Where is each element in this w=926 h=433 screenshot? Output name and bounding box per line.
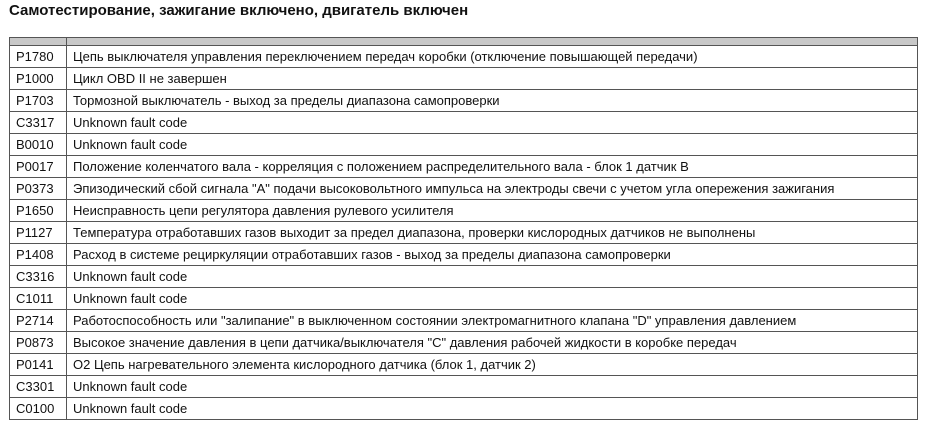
fault-code-cell: P0017 [10,156,67,178]
fault-description-cell: Работоспособность или "залипание" в выключенном состоянии электромагнитного клапана "D" управления давлением [67,310,918,332]
page-title: Самотестирование, зажигание включено, двигатель включен [9,2,469,19]
fault-description-cell: Расход в системе рециркуляции отработавших газов - выход за пределы диапазона самопроверки [67,244,918,266]
fault-code-cell: C1011 [10,288,67,310]
fault-codes-table [9,37,918,420]
fault-code-cell: C3316 [10,266,67,288]
table-row [10,156,918,178]
fault-code-cell: C3317 [10,112,67,134]
table-row [10,310,918,332]
table-row [10,112,918,134]
fault-description-cell: Unknown fault code [67,134,918,156]
table-row [10,398,918,420]
fault-code-cell: P1127 [10,222,67,244]
table-row [10,68,918,90]
column-header-description [67,38,918,46]
fault-code-cell: P1780 [10,46,67,68]
fault-description-cell: Температура отработавших газов выходит за предел диапазона, проверки кислородных датчиков не выполнены [67,222,918,244]
table-row [10,332,918,354]
table-header-row [10,38,918,46]
fault-code-cell: P1650 [10,200,67,222]
table-row [10,222,918,244]
table-body [10,46,918,420]
fault-description-cell: Высокое значение давления в цепи датчика/выключателя "С" давления рабочей жидкости в коробке передач [67,332,918,354]
fault-description-cell: Неисправность цепи регулятора давления рулевого усилителя [67,200,918,222]
fault-description-cell: Unknown fault code [67,266,918,288]
fault-code-cell: C0100 [10,398,67,420]
fault-code-cell: P2714 [10,310,67,332]
table-row [10,354,918,376]
fault-description-cell: Unknown fault code [67,288,918,310]
fault-code-cell: B0010 [10,134,67,156]
fault-description-cell: Эпизодический сбой сигнала "А" подачи высоковольтного импульса на электроды свечи с учетом угла опережения зажигания [67,178,918,200]
table-row [10,46,918,68]
table-row [10,266,918,288]
fault-description-cell: Положение коленчатого вала - корреляция с положением распределительного вала - блок 1 датчик В [67,156,918,178]
fault-code-cell: P0141 [10,354,67,376]
fault-code-cell: P0373 [10,178,67,200]
fault-description-cell: Unknown fault code [67,112,918,134]
fault-code-cell: P1000 [10,68,67,90]
table-row [10,288,918,310]
table-row [10,90,918,112]
table-row [10,134,918,156]
fault-code-cell: C3301 [10,376,67,398]
table-row [10,200,918,222]
fault-description-cell: Unknown fault code [67,376,918,398]
fault-code-cell: P1703 [10,90,67,112]
fault-description-cell: Тормозной выключатель - выход за пределы диапазона самопроверки [67,90,918,112]
fault-description-cell: О2 Цепь нагревательного элемента кислородного датчика (блок 1, датчик 2) [67,354,918,376]
table-row [10,244,918,266]
fault-description-cell: Unknown fault code [67,398,918,420]
fault-description-cell: Цепь выключателя управления переключением передач коробки (отключение повышающей передачи) [67,46,918,68]
table-row [10,178,918,200]
column-header-code [10,38,67,46]
fault-code-cell: P0873 [10,332,67,354]
table-row [10,376,918,398]
fault-description-cell: Цикл OBD II не завершен [67,68,918,90]
fault-code-cell: P1408 [10,244,67,266]
